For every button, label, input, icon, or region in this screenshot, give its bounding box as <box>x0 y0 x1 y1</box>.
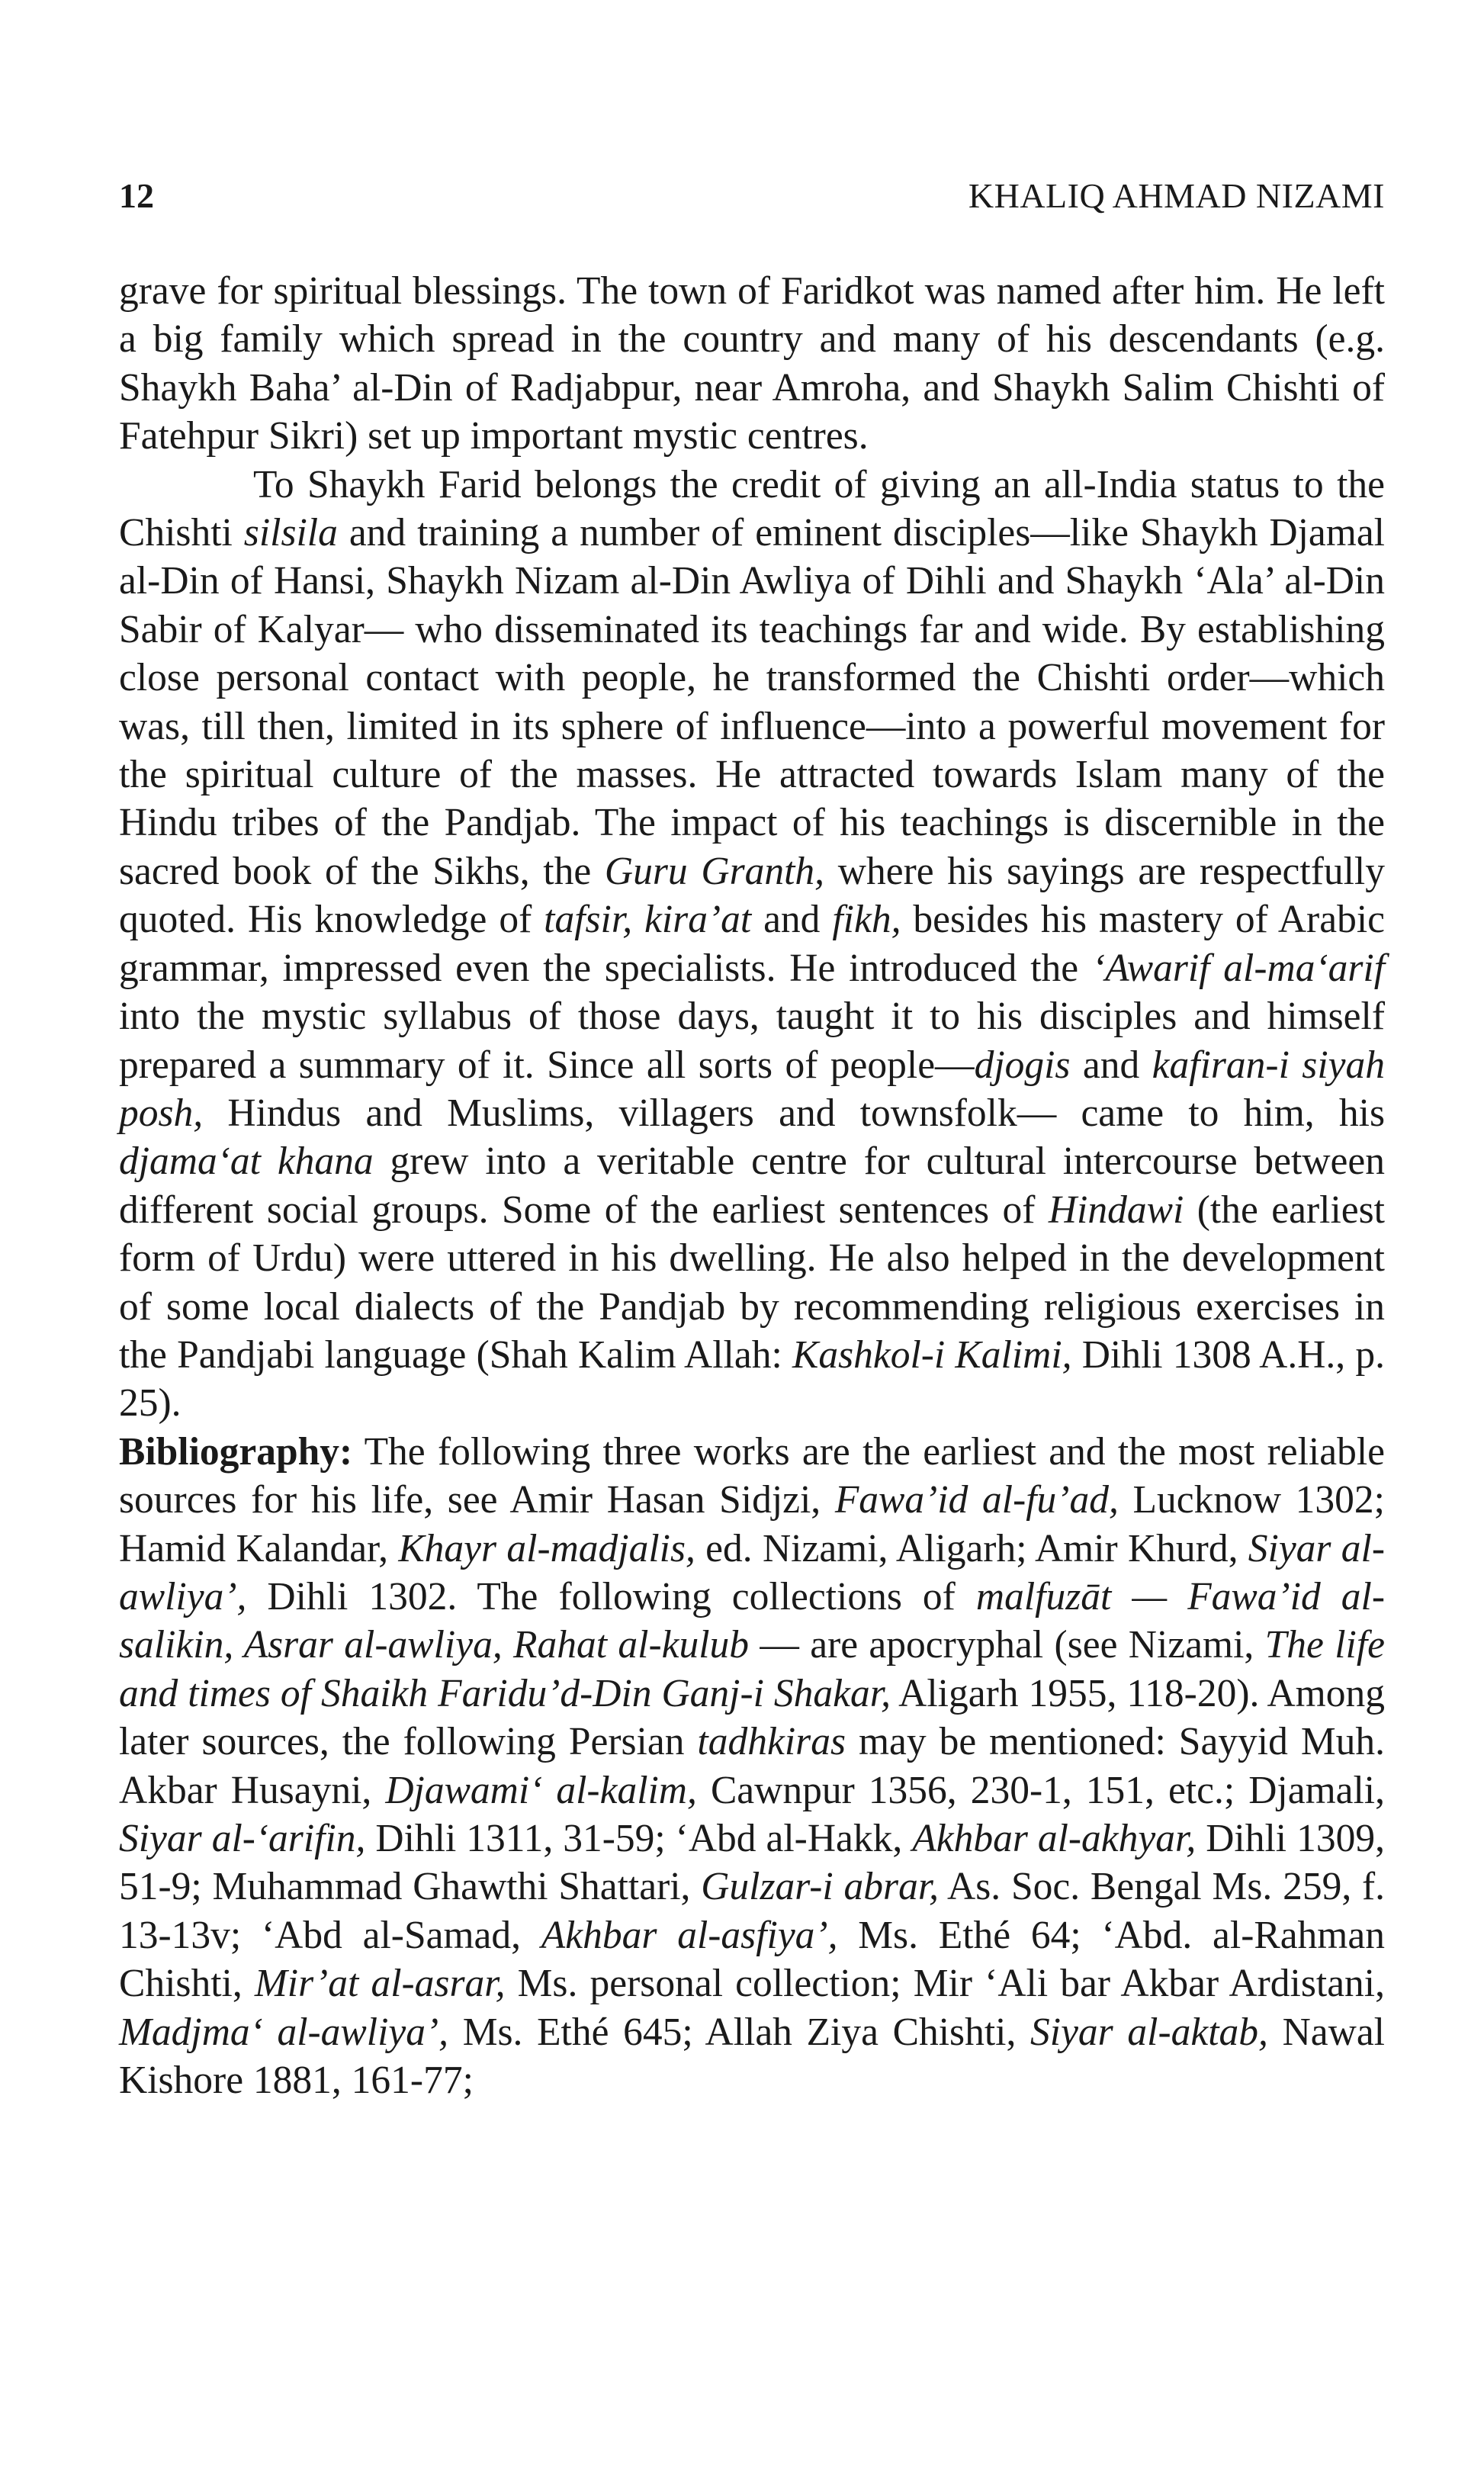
italic-title: Mir’at al-asrar, <box>254 1962 506 2006</box>
text-run: Ms. Ethé 64; ‘Abd. al-Rahman Chishti, <box>119 1913 1385 2006</box>
text-run: — are apocryphal (see Nizami, <box>749 1623 1265 1667</box>
italic-term: djama‘at khana <box>119 1139 374 1184</box>
paragraph-continuation: grave for spiritual blessings. The town of Faridkot was named after him. He left a big family which spread in the country and many of his descendants (e.g. Shaykh Baha’ al-Din of Radjabpur, near Amroha, and Shaykh Salim Chishti of Fatehpur Sikri) set up important mystic centres. <box>119 269 1385 458</box>
italic-title: Siyar al-awliya’, <box>119 1526 1385 1618</box>
text-run: The following three works are the earliest and the most reliable sources for his life, see Amir Hasan Sidjzi, <box>119 1429 1385 1522</box>
italic-title: Siyar al-aktab, <box>1030 2010 1268 2054</box>
italic-term: Guru Granth, <box>604 849 825 893</box>
text-run: and <box>1070 1043 1152 1087</box>
italic-title: malfuzāt — Fawa’id al-salikin, Asrar al-awliya, Rahat al-kulub <box>119 1574 1385 1667</box>
text-run: Nawal Kishore 1881, 161-77; <box>119 2010 1385 2103</box>
text-run: grew into a veritable centre for cultural intercourse between different social groups. Some of the earliest sentences of <box>119 1139 1385 1232</box>
text-run: and training a number of eminent disciples—like Shaykh Djamal al-Din of Hansi, Shaykh Nizam al-Din Awliya of Dihli and Shaykh ‘Ala’ al-Din Sabir of Kalyar— who disseminated its teachings far and wide. By establishing close personal contact with people, he transformed the Chishti order—which was, till then, limited in its sphere of influence—into a powerful movement for the spiritual culture of the masses. He attracted towards Islam many of the Hindu tribes of the Pandjab. The impact of his teachings is discernible in the sacred book of the Sikhs, the <box>119 511 1385 893</box>
italic-term: djogis <box>974 1043 1071 1087</box>
text-run: Aligarh 1955, 118-20). Among later sources, the following Persian <box>119 1671 1385 1764</box>
italic-term: fikh, <box>832 898 901 942</box>
text-run: Dihli 1308 A.H., p. 25). <box>119 1332 1385 1426</box>
text-run: Cawnpur 1356, 230-1, 151, etc.; Djamali, <box>696 1768 1385 1812</box>
italic-title: Siyar al-‘arifin, <box>119 1817 366 1860</box>
running-title: KHALIQ AHMAD NIZAMI <box>968 176 1385 215</box>
text-run: and <box>751 898 833 942</box>
italic-title: Akhbar al-asfiya’, <box>541 1913 838 1957</box>
italic-title: Khayr al-madjalis, <box>398 1526 695 1570</box>
italic-title: Gulzar-i abrar, <box>701 1865 940 1909</box>
italic-title: Madjma‘ al-awliya’, <box>119 2010 449 2054</box>
text-run: where his sayings are respectfully quoted. His knowledge of <box>119 849 1385 942</box>
text-run: Dihli 1309, 51-9; Muhammad Ghawthi Shattari, <box>119 1817 1385 1909</box>
text-run: into the mystic syllabus of those days, taught it to his disciples and himself prepared a summary of it. Since all sorts of people— <box>119 995 1385 1087</box>
book-page <box>119 175 1385 2104</box>
text-run: besides his mastery of Arabic grammar, impressed even the specialists. He introduced the <box>119 898 1385 990</box>
italic-term: Hindawi <box>1048 1188 1184 1232</box>
running-head <box>119 175 1385 236</box>
text-run: may be mentioned: Sayyid Muh. Akbar Husayni, <box>119 1720 1385 1812</box>
italic-term: Kashkol-i Kalimi, <box>792 1332 1072 1377</box>
bibliography-label: Bibliography: <box>119 1429 353 1474</box>
text-run: Hindus and Muslims, villagers and townsfolk— came to him, his <box>203 1091 1385 1135</box>
text-run: Ms. personal collection; Mir ‘Ali bar Akbar Ardistani, <box>505 1962 1385 2006</box>
text-run: Ms. Ethé 645; Allah Ziya Chishti, <box>448 2010 1031 2054</box>
text-run: ed. Nizami, Aligarh; Amir Khurd, <box>695 1526 1248 1570</box>
text-run: To Shaykh Farid belongs the credit of giving an all-India status to the Chishti <box>119 462 1385 555</box>
text-run: Dihli 1302. The following collections of <box>246 1574 976 1618</box>
italic-term: kafiran-i siyah posh, <box>119 1043 1385 1135</box>
italic-term: ‘Awarif al-ma‘arif <box>1091 946 1386 990</box>
text-run: Dihli 1311, 31-59; ‘Abd al-Hakk, <box>365 1817 913 1860</box>
text-run: Lucknow 1302; Hamid Kalandar, <box>119 1478 1385 1570</box>
italic-term: silsila <box>243 511 338 555</box>
text-run: As. Soc. Bengal Ms. 259, f. 13-13v; ‘Abd al-Samad, <box>119 1865 1386 1957</box>
italic-title: Akhbar al-akhyar, <box>912 1817 1197 1860</box>
italic-title: The life and times of Shaikh Faridu’d-Din Ganj-i Shakar, <box>119 1623 1385 1715</box>
bibliography <box>119 1428 1385 2105</box>
text-run: (the earliest form of Urdu) were uttered in his dwelling. He also helped in the development of some local dialects of the Pandjab by recommending religious exercises in the Pandjabi language (Shah Kalim Allah: <box>119 1188 1385 1377</box>
italic-title: tadhkiras <box>697 1720 846 1764</box>
italic-title: Fawa’id al-fu’ad, <box>834 1478 1119 1522</box>
italic-title: Djawami‘ al-kalim, <box>385 1768 697 1812</box>
page-number: 12 <box>119 176 154 215</box>
body-text <box>119 267 1385 2104</box>
italic-term: tafsir, kira’at <box>544 898 752 942</box>
paragraph-shaykh-farid <box>119 461 1385 1428</box>
